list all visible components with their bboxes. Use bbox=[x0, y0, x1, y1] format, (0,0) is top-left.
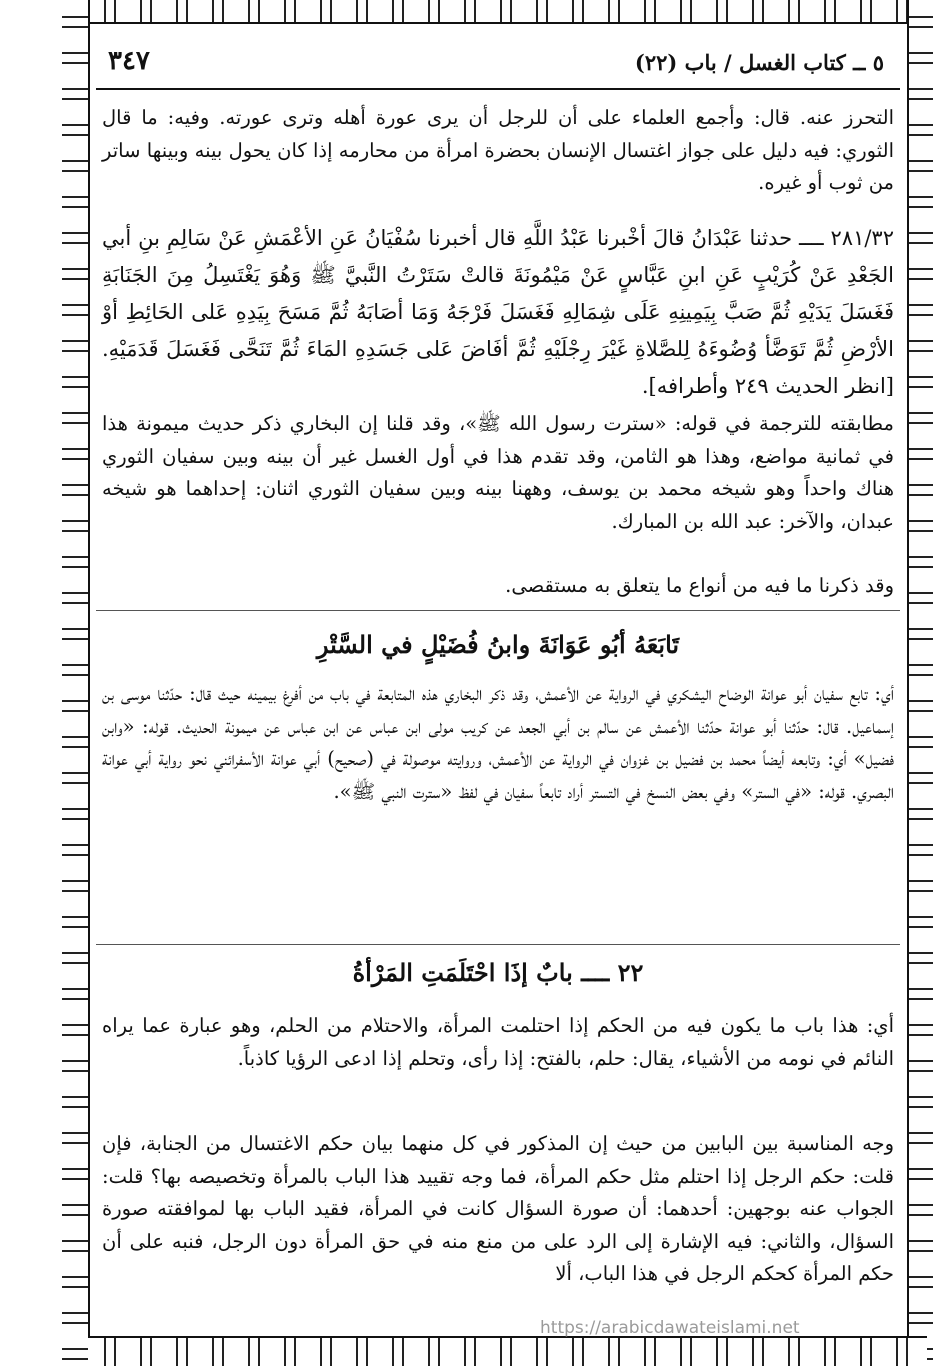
paragraph-chapter-intro: أي: هذا باب ما يكون فيه من الحكم إذا احتلمت المرأة، والاحتلام من الحلم، وهو عبارة عما يراه النائم في نومه من الأشياء، يقال: حلم، بالفتح: إذا رأى، وتحلم إذا ادعى الرؤيا كاذباً. bbox=[102, 1014, 894, 1070]
watermark-url: https://arabicdawateislami.net bbox=[540, 1318, 800, 1338]
section-heading-tabaahu: تَابَعَهُ أبُو عَوَانَةَ وابنُ فُضَيْلٍ في السَّتْرِ bbox=[316, 630, 680, 659]
chapter-heading: ٢٢ ــــ بابٌ إذَا احْتَلَمَتِ المَرْأةُ bbox=[352, 958, 644, 987]
decorative-border-right bbox=[907, 0, 933, 1364]
paragraph-intro: التحرز عنه. قال: وأجمع العلماء على أن للرجل أن يرى عورة أهله وترى عورته. وفيه: ما قال الثوري: فيه دليل على جواز اغتسال الإنسان بحضرة امرأة من محارمه إذا كان يحول بينه وبينها ساتر من ثوب أو غيره. bbox=[102, 106, 894, 194]
paragraph-munasaba: وجه المناسبة بين البابين من حيث إن المذكور في كل منهما بيان حكم الاغتسال من الجنابة، فإن قلت: حكم الرجل إذا احتلم مثل حكم المرأة، فما وجه تقييد هذا الباب بالمرأة وتخصيصه بها؟ قلت: الجواب عنه بوجهين: أحدهما: أن صورة السؤال كانت في المرأة، فقيد الباب بها لموافقته صورة السؤال، والثاني: فيه الإشارة إلى الرد على من منع منه في حق المرأة دون الرجل، فنبه على أن حكم المرأة كحكم الرجل في هذا الباب، ألا bbox=[102, 1132, 894, 1285]
section-divider bbox=[96, 610, 900, 611]
header-title: ٥ ــ كتاب الغسل / باب (٢٢) bbox=[634, 50, 884, 75]
page-content bbox=[96, 30, 900, 1330]
running-header bbox=[96, 44, 900, 90]
section-divider bbox=[96, 944, 900, 945]
decorative-border-top bbox=[88, 0, 927, 24]
hadith-text: ٢٨١/٣٢ ــــ حدثنا عَبْدَانُ قالَ أخْبرنا عَبْدُ اللَّهِ قال أخبرنا سُفْيَانُ عَنِ الأعْمَشِ عَنْ سَالِمِ بنِ أبي الجَعْدِ عَنْ كُرَيْبٍ عَنِ ابنِ عَبَّاسٍ عَنْ مَيْمُونَةَ قالتْ سَتَرْتُ النَّبيَّ ﷺ وَهُوَ يَغْتَسِلُ مِنَ الجَنَابَةِ فَغَسَلَ يَدَيْهِ ثُمَّ صَبَّ بِيَمِينِهِ عَلَى شِمَالِهِ فَغَسَلَ فَرْجَهُ وَمَا أصَابَهُ ثُمَّ مَسَحَ بِيَدِهِ عَلى الحَائِطِ أوْ الأرْضِ ثُمَّ تَوَضَّأ وُضُوءَهُ لِلصَّلاةِ غَيْرَ رِجْلَيْهِ ثُمَّ أفَاضَ عَلى جَسَدِهِ المَاءَ ثُمَّ تَنَحَّى فَغَسَلَ قَدَمَيْهِ. [انظر الحديث ٢٤٩ وأطرافه]. bbox=[102, 226, 894, 398]
page-number: ٣٤٧ bbox=[108, 46, 150, 76]
decorative-border-bottom bbox=[88, 1336, 927, 1366]
decorative-border-left bbox=[62, 0, 90, 1364]
paragraph-note: وقد ذكرنا ما فيه من أنواع ما يتعلق به مستقصى. bbox=[505, 574, 894, 597]
paragraph-commentary: مطابقته للترجمة في قوله: «سترت رسول الله ﷺ»، وقد قلنا إن البخاري ذكر حديث ميمونة هذا في ثمانية مواضع، وهذا هو الثامن، وقد تقدم هذا في أول الغسل غير أن بينه وبين سفيان الثوري هناك واحداً وهو شيخه محمد بن يوسف، وههنا بينه وبين سفيان الثوري اثنان: إحداهما هو شيخه عبدان، والآخر: عبد الله بن المبارك. bbox=[102, 412, 894, 533]
paragraph-mutabaa: أي: تابع سفيان أبو عوانة الوضاح اليشكري في الرواية عن الأعمش، وقد ذكر البخاري هذه المتابعة في باب من أفرغ بيمينه حيث قال: حدّثنا موسى بن إسماعيل. قال: حدّثنا أبو عوانة حدّثنا الأعمش عن سالم بن أبي الجعد عن كريب مولى ابن عباس عن ابن عباس عن ميمونة الحديث. قوله: «وابن فضيل» أي: وتابعه أيضاً محمد بن فضيل بن غزوان في الرواية عن الأعمش، وروايته موصولة في (صحيح) أبي عوانة الأسفرائني نحو رواية أبي عوانة البصري. قوله: «في الستر» وفي بعض النسخ في التستر أراد تابعاً سفيان في لفظ «سترت النبي ﷺ». bbox=[102, 682, 894, 803]
